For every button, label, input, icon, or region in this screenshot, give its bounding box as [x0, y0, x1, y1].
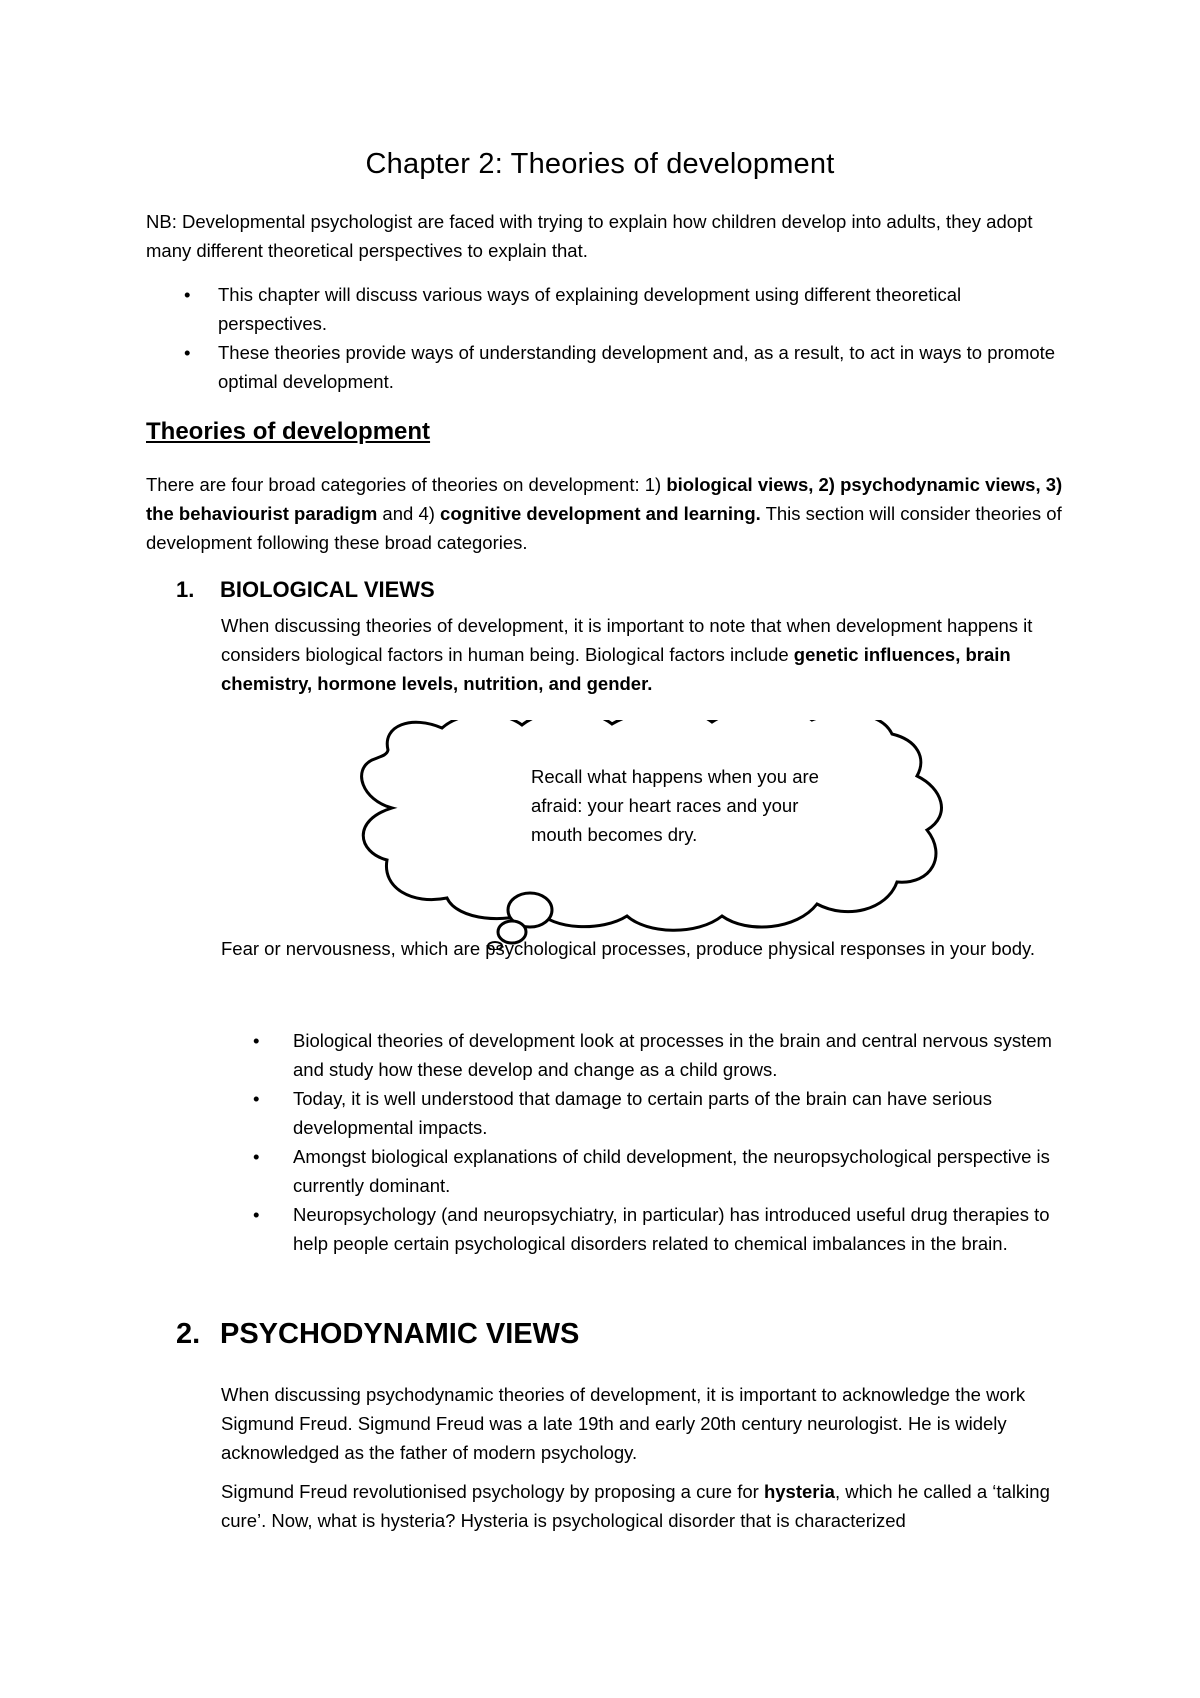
intro-bullet-list — [166, 280, 1066, 396]
bullet-icon: • — [253, 1204, 260, 1225]
bullet-icon: • — [253, 1030, 260, 1051]
bullet-icon: • — [184, 284, 191, 305]
list-item: • Biological theories of development look at processes in the brain and central nervous system and study how these develop and change as a child grows. — [221, 1026, 1081, 1084]
bullet-icon: • — [253, 1088, 260, 1109]
list-item: • Today, it is well understood that damage to certain parts of the brain can have serious developmental impacts. — [221, 1084, 1081, 1142]
biological-bullet-list — [221, 1026, 1081, 1258]
section-heading-biological: 1. BIOLOGICAL VIEWS — [176, 577, 435, 602]
intro-paragraph: NB: Developmental psychologist are faced with trying to explain how children develop into adults, they adopt many different theoretical perspectives to explain that. — [146, 211, 1033, 261]
psychodynamic-paragraph: When discussing psychodynamic theories of development, it is important to acknowledge the work Sigmund Freud. Sigmund Freud was a late 19th and early 20th century neurologist. He is widely acknowledged as the father of modern psychology. — [221, 1384, 1026, 1463]
list-item: • This chapter will discuss various ways of explaining development using different theoretical perspectives. — [166, 280, 1066, 338]
list-item: • Amongst biological explanations of child development, the neuropsychological perspective is currently dominant. — [221, 1142, 1081, 1200]
cloud-text: Recall what happens when you are afraid: your heart races and your mouth becomes dry. — [531, 766, 819, 845]
fear-paragraph: Fear or nervousness, which are psychological processes, produce physical responses in your body. — [221, 938, 1036, 959]
chapter-title: Chapter 2: Theories of development — [365, 148, 835, 180]
biological-paragraph: When discussing theories of development, it is important to note that when development happens it considers biological factors in human being. Biological factors include genetic influences, brain chemistry, hormone levels, nutrition, and gender. — [221, 615, 1033, 694]
list-item: • Neuropsychology (and neuropsychiatry, in particular) has introduced useful drug therapies to help people certain psychological disorders related to chemical imbalances in the brain. — [221, 1200, 1081, 1258]
list-item: • These theories provide ways of understanding development and, as a result, to act in ways to promote optimal development. — [166, 338, 1066, 396]
bullet-icon: • — [253, 1146, 260, 1167]
categories-paragraph: There are four broad categories of theories on development: 1) biological views, 2) psychodynamic views, 3) the behaviourist paradigm and 4) cognitive development and learning. This section will consider theories of development following these broad categories. — [146, 474, 1063, 553]
section-heading-psychodynamic: 2. PSYCHODYNAMIC VIEWS — [176, 1318, 580, 1350]
bullet-icon: • — [184, 342, 191, 363]
section-heading-theories: Theories of development — [146, 418, 431, 445]
freud-paragraph: Sigmund Freud revolutionised psychology by proposing a cure for hysteria, which he called a ‘talking cure’. Now, what is hysteria? Hysteria is psychological disorder that is characterized — [221, 1481, 1050, 1531]
